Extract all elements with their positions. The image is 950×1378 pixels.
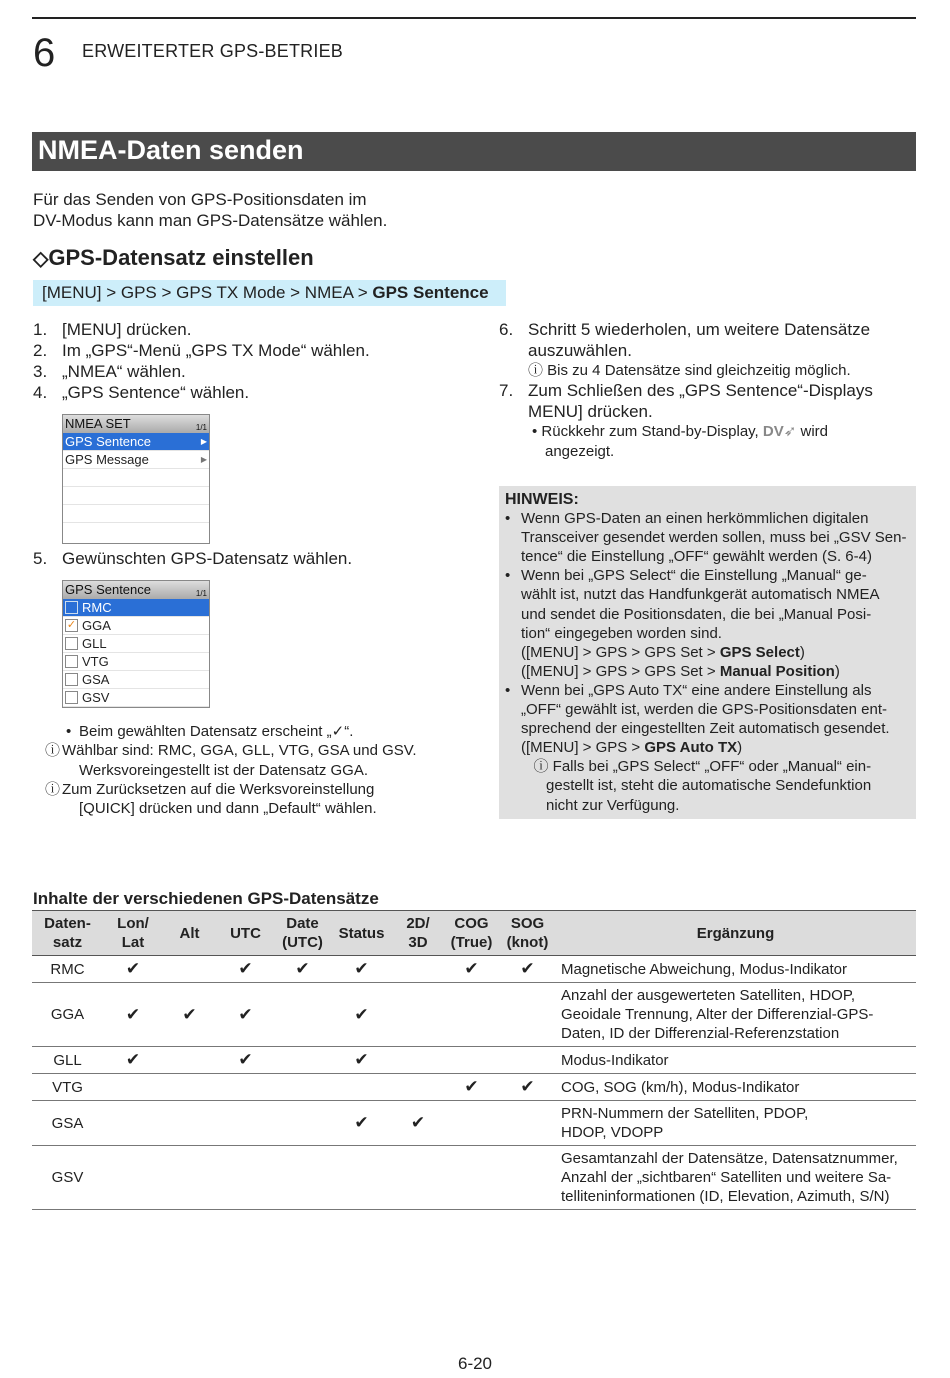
hinweis-text [521,566,867,585]
check-icon: ✔ [520,959,535,978]
item-label: GPS Sentence [65,434,151,449]
bullet-icon [505,585,521,604]
check-cell [443,1047,500,1074]
section-title: NMEA-Daten senden [32,132,916,171]
sentence-name: RMC [32,956,103,983]
hinweis-text [521,719,890,738]
column-header [275,911,330,956]
bullet-icon [505,547,521,566]
bullet-text: angezeigt. [545,442,615,460]
text: wählt ist, nutzt das Handfunkgerät automatisch NMEA [521,586,880,604]
check-cell [275,1101,330,1146]
bullet-icon [505,776,521,795]
bullet-icon [505,719,521,738]
hinweis-text [521,509,868,528]
text: ([MENU] > GPS > GPS Set > [521,643,720,661]
menu-target: GPS Select [719,643,800,661]
note-text: Werksvoreingestellt ist der Datensatz GGA. [79,761,368,779]
chapter-number: 6 [33,31,56,75]
supplement-line: COG, SOG (km/h), Modus-Indikator [561,1078,800,1096]
check-icon: ✔ [125,1004,141,1024]
table-row [32,1101,916,1146]
check-cell [393,1047,443,1074]
check-icon: ✔ [410,1113,426,1132]
bullet-icon [62,761,79,780]
sentence-item-gsv[interactable] [63,689,209,707]
text: „OFF“ gewählt ist, werden die GPS-Positionsdaten ent- [521,701,887,719]
check-cell [103,1146,163,1210]
hinweis-title: HINWEIS: [505,491,579,508]
hinweis-box [499,486,916,819]
check-cell [500,956,555,983]
column-header [330,911,393,956]
check-cell [330,1047,393,1074]
check-cell [103,1074,163,1101]
supplement-cell [555,1074,916,1101]
column-header [555,911,916,956]
gps-sentence-table [32,910,916,1210]
check-icon: ✔ [182,1004,197,1024]
table-row [32,983,916,1047]
top-rule [32,17,916,19]
bullet-icon: • [505,510,511,528]
check-cell [275,1146,330,1210]
step-item [33,319,473,340]
text: Wenn bei „GPS Select“ die Einstellung „Manual“ ge- [521,567,867,585]
hinweis-text [521,796,679,815]
column-header [32,911,103,956]
check-icon: ✔ [354,959,369,978]
menu-target: GPS Auto TX [644,739,738,757]
check-icon: ✔ [354,1113,369,1132]
header-line: (UTC) [282,934,323,951]
bullet-text: wird [800,423,828,441]
item-label: GGA [82,618,111,633]
item-label: GLL [82,636,107,651]
bullet-icon [505,605,521,624]
hinweis-line [505,662,910,681]
check-cell [103,1047,163,1074]
check-cell [216,1074,275,1101]
check-icon: ✔ [354,1050,369,1069]
check-cell [163,983,216,1047]
supplement-line: Daten, ID der Differenzial-Referenzstation [561,1025,840,1042]
sentence-item-gll[interactable] [63,635,209,653]
note-line [45,741,417,760]
bullet-icon [505,643,521,662]
step-number: 7. [499,381,514,401]
checkbox[interactable] [65,637,78,650]
text: nicht zur Verfügung. [521,796,680,814]
supplement-cell [555,1047,916,1074]
check-icon: ✔ [464,1077,479,1096]
check-cell [500,1047,555,1074]
supplement-line: telliteninformationen (ID, Elevation, Azimuth, S/N) [561,1188,890,1205]
hinweis-text [521,681,872,700]
header-line: (knot) [506,934,549,951]
hinweis-line [505,624,910,643]
text: ) [799,643,805,661]
header-line: SOG [510,915,545,932]
check-cell [216,1101,275,1146]
check-cell [393,956,443,983]
note-line [45,780,417,799]
steps-right [499,319,909,461]
menu-target: Manual Position [719,662,835,680]
sentence-name: GSA [32,1101,103,1146]
intro-text [33,189,387,231]
text: sprechend der eingestellten Zeit automatisch gesendet. [521,720,890,738]
step-text: auszuwählen. [528,341,632,360]
step-text: [MENU] drücken. [62,320,192,339]
table-caption: Inhalte der verschiedenen GPS-Datensätze [33,889,379,908]
hinweis-text [521,738,742,757]
text: ) [834,662,840,680]
check-cell [163,1047,216,1074]
bullet-icon: • [505,567,511,585]
note-text: Zum Zurücksetzen auf die Werksvoreinstellung [62,780,375,798]
check-icon: ✔ [238,959,253,978]
check-icon: ✔ [464,959,479,978]
menu-path-target: GPS Sentence [372,283,489,302]
check-cell [275,956,330,983]
bullet-icon [505,796,521,815]
step-number: 2. [33,341,48,360]
check-cell [163,1101,216,1146]
check-cell [443,983,500,1047]
supplement-line: PRN-Nummern der Satelliten, PDOP, [561,1105,809,1122]
bullet-icon: • [66,723,72,740]
item-label: GSA [82,672,110,687]
table-row [32,1047,916,1074]
checkbox[interactable] [65,673,78,686]
checkbox[interactable] [65,601,78,614]
step-number: 4. [33,383,48,402]
header-line: Status [338,924,385,942]
check-cell [275,1074,330,1101]
text: tion“ eingegeben worden sind. [521,624,722,642]
table-row [32,956,916,983]
check-cell [443,1101,500,1146]
check-cell [500,983,555,1047]
header-line: Date [286,915,319,932]
chevron-right-icon: ▶ [200,437,207,446]
step-number: 5. [33,549,48,568]
sentence-item-gga[interactable] [63,617,209,635]
header-line: Ergänzung [696,924,775,942]
step-text: Zum Schließen des „GPS Sentence“-Displays [528,381,873,401]
text: ) [737,739,743,757]
bullet-icon [505,757,521,776]
check-icon: ✔ [354,1004,369,1024]
check-cell [275,983,330,1047]
item-label: GPS Message [65,452,149,467]
screen-title: GPS Sentence [65,582,151,597]
check-cell [393,983,443,1047]
steps-left [33,319,473,403]
check-cell [393,1146,443,1210]
sentence-name: GLL [32,1047,103,1074]
table-row [32,1146,916,1210]
supplement-line: Magnetische Abweichung, Modus-Indikator [561,960,847,978]
supplement-cell [555,1101,916,1146]
info-icon: ⓘ [45,780,61,798]
step-text: Schritt 5 wiederholen, um weitere Datensätze [528,320,871,339]
header-line: Alt [179,924,200,942]
column-header [443,911,500,956]
signal-icon: ➶ [783,423,797,441]
screen-page: 1/1 [195,423,207,432]
check-cell [163,956,216,983]
menu-path-prefix: [MENU] > GPS > GPS TX Mode > NMEA > [42,283,373,302]
sentence-name: GGA [32,983,103,1047]
check-cell [443,1074,500,1101]
supplement-line: Gesamtanzahl der Datensätze, Datensatznummer, [561,1150,898,1167]
header-line: 3D [408,934,428,951]
step-number: 3. [33,362,48,381]
hinweis-text [521,624,722,643]
check-cell [216,1047,275,1074]
hinweis-line [505,643,910,662]
hinweis-text [521,643,805,662]
hinweis-text [521,662,840,681]
hinweis-line [505,528,910,547]
check-cell [393,1074,443,1101]
check-cell [330,1074,393,1101]
hinweis-line [505,547,910,566]
check-cell [330,1146,393,1210]
sentence-name: GSV [32,1146,103,1210]
text: ([MENU] > GPS > [521,739,645,757]
step-text: „NMEA“ wählen. [62,362,186,381]
sentence-item-gsa[interactable] [63,671,209,689]
hinweis-line [505,757,910,776]
step-number: 6. [499,320,514,339]
check-cell [330,983,393,1047]
table-row [32,1074,916,1101]
bullet-icon [505,624,521,643]
diamond-icon: ◇ [33,248,49,270]
intro-line: DV-Modus kann man GPS-Datensätze wählen. [33,211,388,230]
step-text: MENU] drücken. [528,402,653,422]
info-icon: ⓘ [45,742,61,760]
text: gestellt ist, steht die automatische Sendefunktion [521,777,872,795]
page-number: 6-20 [457,1354,493,1373]
chapter-title: ERWEITERTER GPS-BETRIEB [82,41,343,61]
supplement-line: HDOP, VDOPP [561,1124,664,1141]
bullet-text: • Rückkehr zum Stand-by-Display, [532,423,763,441]
step-item [33,382,473,403]
item-label: VTG [82,654,109,669]
menu-path [33,280,506,306]
supplement-cell [555,956,916,983]
text: tence“ die Einstellung „OFF“ gewählt werden (S. 6-4) [521,548,872,566]
step-item [33,361,473,382]
supplement-line: Anzahl der ausgewerteten Satelliten, HDOP, [561,987,856,1004]
menu-item-gps-message[interactable] [63,451,209,469]
bullet-icon [505,662,521,681]
checkbox-checked[interactable]: ✓ [66,619,77,631]
hinweis-line [505,738,910,757]
header-line: satz [52,934,83,951]
supplement-cell [555,1146,916,1210]
checkbox[interactable] [65,691,78,704]
check-cell [163,1146,216,1210]
header-line: 2D/ [406,915,430,932]
hinweis-line [505,605,910,624]
check-cell [216,1146,275,1210]
step-5 [33,548,352,569]
hinweis-line [505,796,910,815]
text: Wenn bei „GPS Auto TX“ eine andere Einstellung als [521,681,872,699]
bullet-icon: • [505,681,511,699]
item-label: RMC [82,600,112,615]
step-item [33,340,473,361]
check-cell [330,956,393,983]
supplement-line: Modus-Indikator [561,1051,669,1069]
header-line: UTC [230,924,261,942]
subsection-title: GPS-Datensatz einstellen [48,245,314,270]
check-cell [163,1074,216,1101]
screen-title: NMEA SET [65,416,131,431]
check-icon: ✔ [125,959,141,978]
header-line: COG [454,915,489,932]
check-icon: ✔ [295,959,310,978]
check-cell [216,983,275,1047]
column-header [216,911,275,956]
check-cell [443,1146,500,1210]
step-text: Gewünschten GPS-Datensatz wählen. [62,549,353,568]
check-cell [103,1101,163,1146]
bullet-icon [505,700,521,719]
check-cell [330,1101,393,1146]
supplement-cell [555,983,916,1047]
notes-left [45,722,417,818]
note-line [62,722,417,741]
screen-gps-sentence [62,580,210,708]
chevron-right-icon: ▶ [200,455,207,464]
step-text: Im „GPS“-Menü „GPS TX Mode“ wählen. [62,341,370,360]
step-text: „GPS Sentence“ wählen. [62,383,250,402]
checkbox[interactable] [65,655,78,668]
screen-header [63,581,209,599]
header-line: Lat [121,934,145,951]
header-line: (True) [450,934,493,951]
hinweis-line [505,681,910,700]
text: und sendet die Positionsdaten, die bei „Manual Posi- [521,605,872,623]
sentence-item-vtg[interactable] [63,653,209,671]
check-cell [216,956,275,983]
sentence-item-rmc[interactable] [63,599,209,617]
hinweis-text [521,547,872,566]
bullet-icon [505,528,521,547]
menu-item-gps-sentence[interactable] [63,433,209,451]
check-cell [500,1101,555,1146]
note-line [62,761,417,780]
hinweis-line [505,700,910,719]
item-label: GSV [82,690,110,705]
note-text: Beim gewählten Datensatz erscheint „✓“. [79,723,354,740]
text: Transceiver gesendet werden sollen, muss bei „GSV Sen- [521,529,907,547]
screen-header [63,415,209,433]
step-number: 1. [33,320,48,339]
sentence-name: VTG [32,1074,103,1101]
column-header [500,911,555,956]
hinweis-text [521,605,871,624]
hinweis-line [505,719,910,738]
text: Wenn GPS-Daten an einen herkömmlichen digitalen [521,510,869,528]
check-icon: ✔ [238,1004,253,1024]
hinweis-line [505,585,910,604]
header-line: Daten- [44,915,91,932]
text: ([MENU] > GPS > GPS Set > [521,662,720,680]
check-cell [500,1074,555,1101]
hinweis-text [521,585,880,604]
hinweis-text [521,757,871,776]
check-cell [443,956,500,983]
column-header [163,911,216,956]
column-header [103,911,163,956]
hinweis-line [505,566,910,585]
check-cell [103,956,163,983]
text: ⓘ Falls bei „GPS Select“ „OFF“ oder „Manual“ ein- [521,758,872,776]
note-line [62,799,417,818]
note-text: Wählbar sind: RMC, GGA, GLL, VTG, GSA und GSV. [62,742,417,760]
check-cell [500,1146,555,1210]
screen-nmea-set [62,414,210,544]
supplement-line: Anzahl der „sichtbaren“ Satelliten und weitere Sa- [561,1169,892,1186]
subsection-heading [33,245,314,271]
check-icon: ✔ [125,1050,141,1069]
step-note: ⓘ Bis zu 4 Datensätze sind gleichzeitig möglich. [528,362,851,379]
hinweis-line [505,509,910,528]
check-icon: ✔ [520,1077,535,1096]
check-cell [103,983,163,1047]
hinweis-text [521,776,871,795]
bullet-icon [62,799,79,818]
hinweis-line [505,776,910,795]
screen-page: 1/1 [195,589,207,598]
bullet-icon [505,738,521,757]
supplement-line: Geoidale Trennung, Alter der Differenzial-GPS- [561,1006,874,1023]
header-line: Lon/ [117,915,149,932]
hinweis-text [521,528,906,547]
check-icon: ✔ [238,1050,253,1069]
check-cell [275,1047,330,1074]
check-cell [393,1101,443,1146]
note-text: [QUICK] drücken und dann „Default“ wählen. [79,800,377,818]
column-header [393,911,443,956]
dv-icon: DV [762,423,784,441]
hinweis-text [521,700,887,719]
intro-line: Für das Senden von GPS-Positionsdaten im [33,190,367,209]
